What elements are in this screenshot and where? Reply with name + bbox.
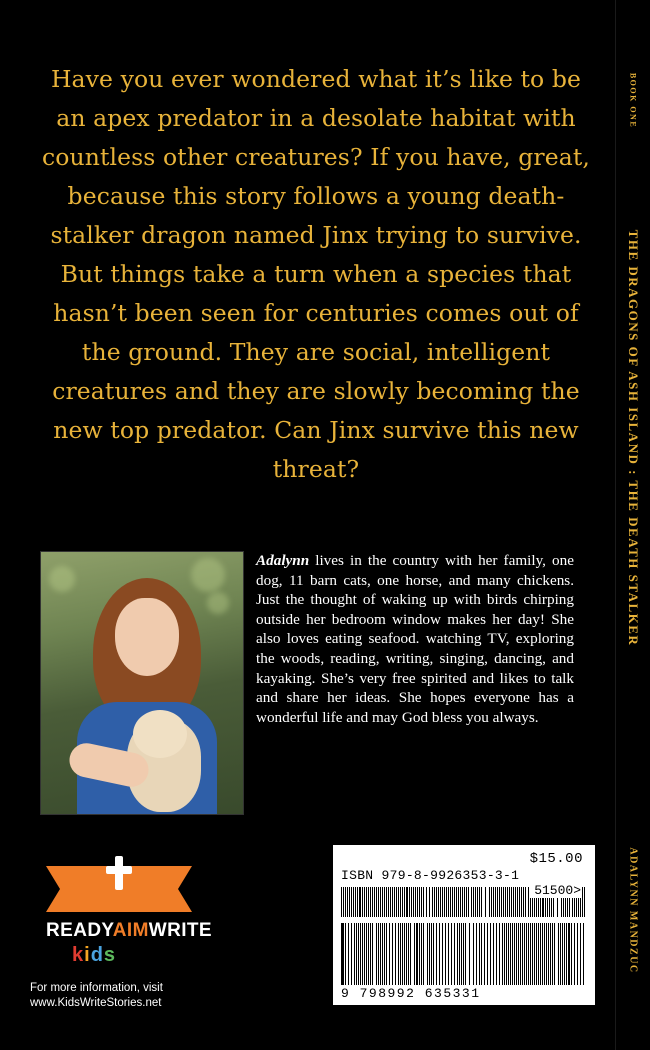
logo-kids-letter-i: i — [84, 944, 91, 966]
isbn-number: 979-8-9926353-3-1 — [381, 868, 520, 883]
website-url[interactable]: www.KidsWriteStories.net — [30, 997, 162, 1009]
photo-face — [115, 598, 179, 676]
logo-kids-letter-d: d — [90, 944, 104, 966]
info-line-1: For more information, visit — [30, 982, 163, 994]
barcode-addon-bars — [341, 885, 587, 917]
ean-number: 9 798992 635331 — [341, 986, 481, 1001]
logo-word-aim: AIM — [112, 920, 149, 941]
logo-word-ready: READY — [46, 920, 113, 941]
book-spine — [615, 0, 650, 1050]
cross-icon — [106, 856, 132, 890]
barcode-block — [333, 845, 595, 1005]
price-code: 51500> — [530, 883, 581, 898]
photo-bokeh — [207, 592, 229, 614]
barcode-ean-bars — [341, 923, 587, 985]
logo-wordmark — [46, 920, 260, 942]
author-bio-text: lives in the country with her family, one dog, 11 barn cats, one horse, and many chickens. Just the thought of waking up with birds chirping outside her bedroom window makes her day! She also loves eating seafood. watching TV, exploring the woods, reading, writing, singing, dancing, and kayaking. She’s very free spirited and likes to talk and share her ideas. She hopes everyone has a wonderful life and may God bless you always. — [256, 552, 574, 726]
spine-title: THE DRAGONS OF ASH ISLAND : THE DEATH STALKER — [626, 229, 641, 647]
isbn-line — [341, 868, 587, 883]
photo-cat-head — [133, 710, 187, 758]
photo-bokeh — [49, 566, 75, 592]
info-block — [30, 981, 260, 1011]
author-section — [40, 551, 574, 815]
spine-book-label: BOOK ONE — [628, 72, 638, 129]
author-photo — [40, 551, 244, 815]
isbn-label: ISBN — [341, 868, 374, 883]
logo-word-write: WRITE — [148, 920, 213, 941]
logo-banner — [46, 856, 192, 916]
logo-kids-letter-k: k — [72, 944, 85, 966]
logo-kids-letter-s: s — [103, 944, 117, 966]
logo-kids-word — [72, 944, 260, 967]
photo-bokeh — [191, 558, 225, 592]
author-name: Adalynn — [256, 552, 310, 569]
price-label: $15.00 — [529, 851, 583, 867]
publisher-logo-block — [30, 856, 260, 1011]
spine-author: ADALYNN MANDZUC — [627, 847, 639, 974]
blurb-text: Have you ever wondered what it’s like to be an apex predator in a desolate habitat with countless other creatures? If you have, great, because this story follows a young death-stalker dragon named Jinx trying to survive. But things take a turn when a species that hasn’t been seen for centuries comes out of the ground. They are social, intelligent creatures and they are slowly becoming the new top predator. Can Jinx survive this new threat? — [42, 65, 590, 483]
